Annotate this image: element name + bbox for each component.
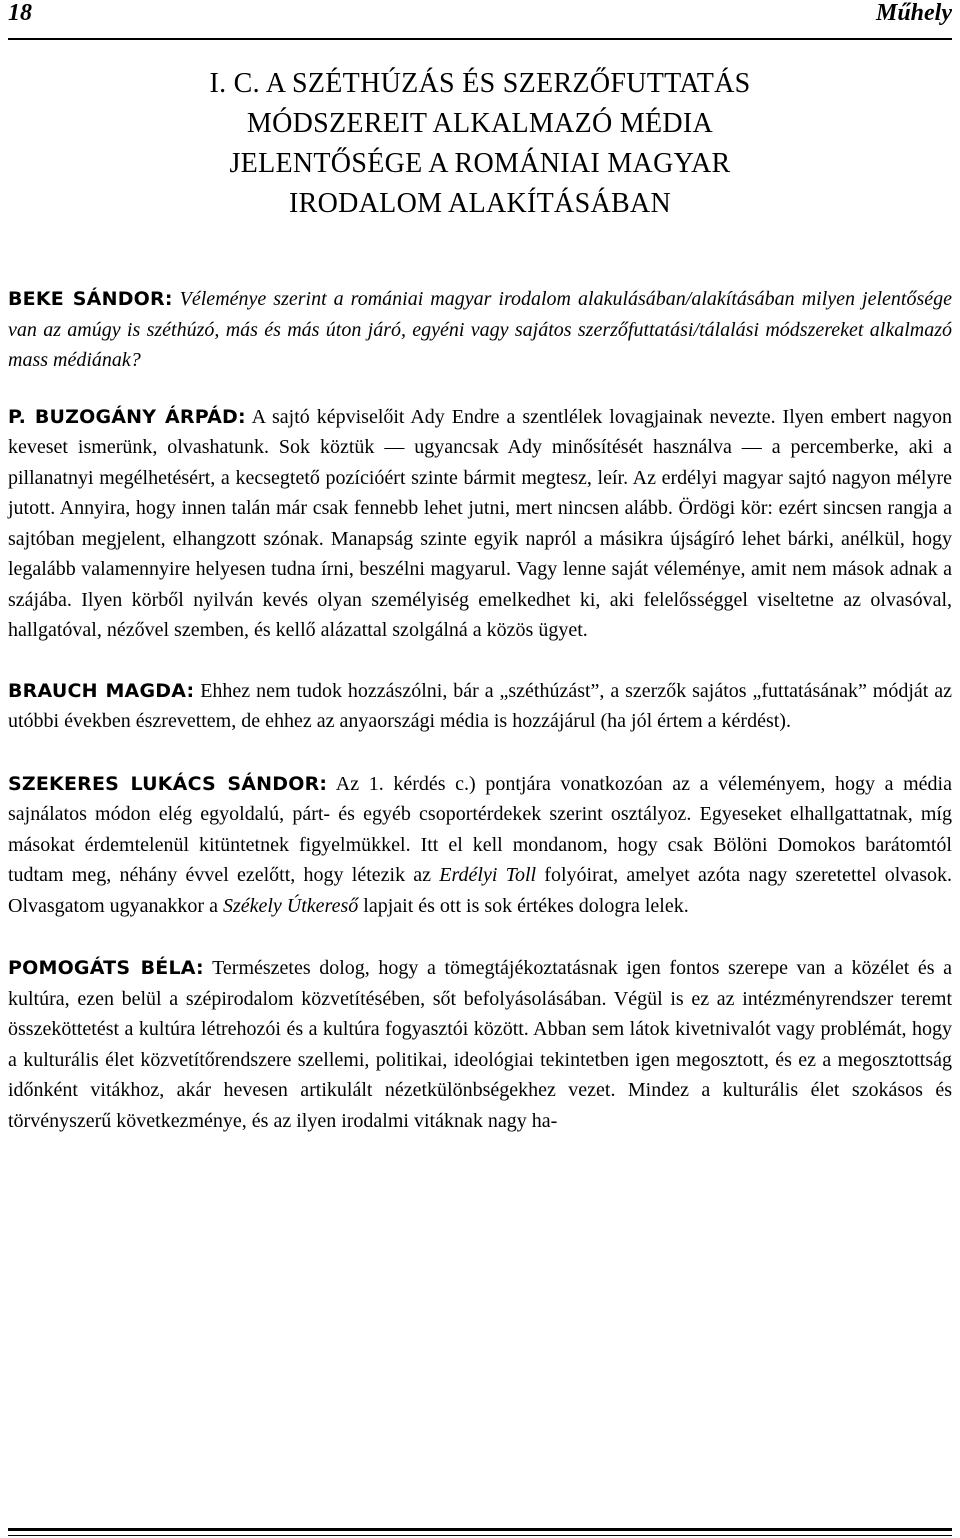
answer-paragraph xyxy=(8,676,952,737)
answer-text: Természetes dolog, hogy a tömegtájékoztatásnak igen fontos szerepe van a közélet és a kultúra, ezen belül a szépirodalom közvetítésében, sőt befolyásolásában. Végül is ez az intézményrendszer teremt összeköttetést a kultúra létrehozói és a kultúra fogyasztói között. Abban sem látok kivetnivalót vagy problémát, hogy a kulturális élet közvetítőrendszere szellemi, politikai, ideológiai tekintetben igen megosztott, és ez a megosztottság időnként vitákhoz, akár hevesen artikulált nézetkülönbségekhez vezet. Mindez a kulturális élet szokásos és törvényszerű következménye, és az ilyen irodalmi vitáknak nagy ha- xyxy=(8,957,952,1132)
footer-rule xyxy=(8,1528,952,1536)
section-title xyxy=(8,64,952,224)
answer-paragraph xyxy=(8,402,952,646)
answer-paragraph xyxy=(8,769,952,922)
question-text: Véleménye szerint a romániai magyar irodalom alakulásában/alakításában milyen jelentősége van az amúgy is széthúzó, más és más úton járó, egyéni vagy sajátos szerzőfuttatási/tálalási módszereket alkalmazó mass médiának? xyxy=(8,288,952,371)
page-header xyxy=(8,0,952,40)
answer-speaker: P. BUZOGÁNY ÁRPÁD: xyxy=(8,405,246,428)
answer-text: Az 1. kérdés c.) pontjára vonatkozóan az a véleményem, hogy a média sajnálatos módon elég egyoldalú, párt- és egyéb csoportérdekek szerint osztályoz. Egyeseket elhallgattatnak, míg másokat érdemtelenül kitüntetnek figyelmükkel. Itt el kell mondanom, hogy csak Bölöni Domokos barátomtól tudtam meg, néhány évvel ezelőtt, hogy létezik az xyxy=(8,772,952,886)
answer-text: folyóirat, amelyet azóta nagy szeretettel olvasok. Olvasgatom ugyanakkor a xyxy=(8,864,952,917)
title-line-2: MÓDSZEREIT ALKALMAZÓ MÉDIA xyxy=(246,108,714,139)
title-line-1: I. C. A SZÉTHÚZÁS ÉS SZERZŐFUTTATÁS xyxy=(209,68,751,99)
answer-speaker: SZEKERES LUKÁCS SÁNDOR: xyxy=(8,772,328,795)
page-number: 18 xyxy=(8,0,32,26)
title-line-3: JELENTŐSÉGE A ROMÁNIAI MAGYAR xyxy=(229,148,731,179)
question-speaker: BEKE SÁNDOR: xyxy=(8,288,173,310)
answer-text: lapjait és ott is sok értékes dologra lelek. xyxy=(358,894,689,917)
journal-name: Műhely xyxy=(875,0,952,26)
journal-title-italic: Székely Útkereső xyxy=(222,894,359,917)
journal-title-italic: Erdélyi Toll xyxy=(439,864,537,886)
answer-speaker: BRAUCH MAGDA: xyxy=(8,679,195,702)
answer-speaker: POMOGÁTS BÉLA: xyxy=(8,957,204,979)
answer-paragraph xyxy=(8,953,952,1136)
answer-text: Ehhez nem tudok hozzászólni, bár a „széthúzást”, a szerzők sajátos „futtatásának” módját az utóbbi években észrevettem, de ehhez az anyaországi média is hozzájárul (ha jól értem a kérdést). xyxy=(8,679,953,732)
interview-question xyxy=(8,284,952,376)
answer-text: A sajtó képviselőit Ady Endre a szentlélek lovagjainak nevezte. Ilyen embert nagyon keveset ismerünk, olvashatunk. Sok köztük — ugyancsak Ady minősítését használva — a percemberke, aki a pillanatnyi megélhetésért, a kecsegtető pozícióért szinte bármit megtesz, leír. Az erdélyi magyar sajtó nagyon mélyre jutott. Annyira, hogy innen talán már csak fennebb lehet jutni, mert nincsen alább. Ördögi kör: ezért sincsen rangja a sajtóban megjelent, elhangzott szónak. Manapság szinte egyik napról a másikra újságíró lehet bárki, anélkül, hogy legalább valamennyire helyesen tudna írni, beszélni magyarul. Vagy lenne saját véleménye, amit nem mások adnak a szájába. Ilyen körből nyilván kevés olyan személyiség emelkedhet ki, aki felelősséggel viseltetne az olvasóval, hallgatóval, nézővel szemben, és kellő alázattal szolgálná a közös ügyet. xyxy=(8,405,952,641)
title-line-4: IRODALOM ALAKÍTÁSÁBAN xyxy=(289,188,671,219)
